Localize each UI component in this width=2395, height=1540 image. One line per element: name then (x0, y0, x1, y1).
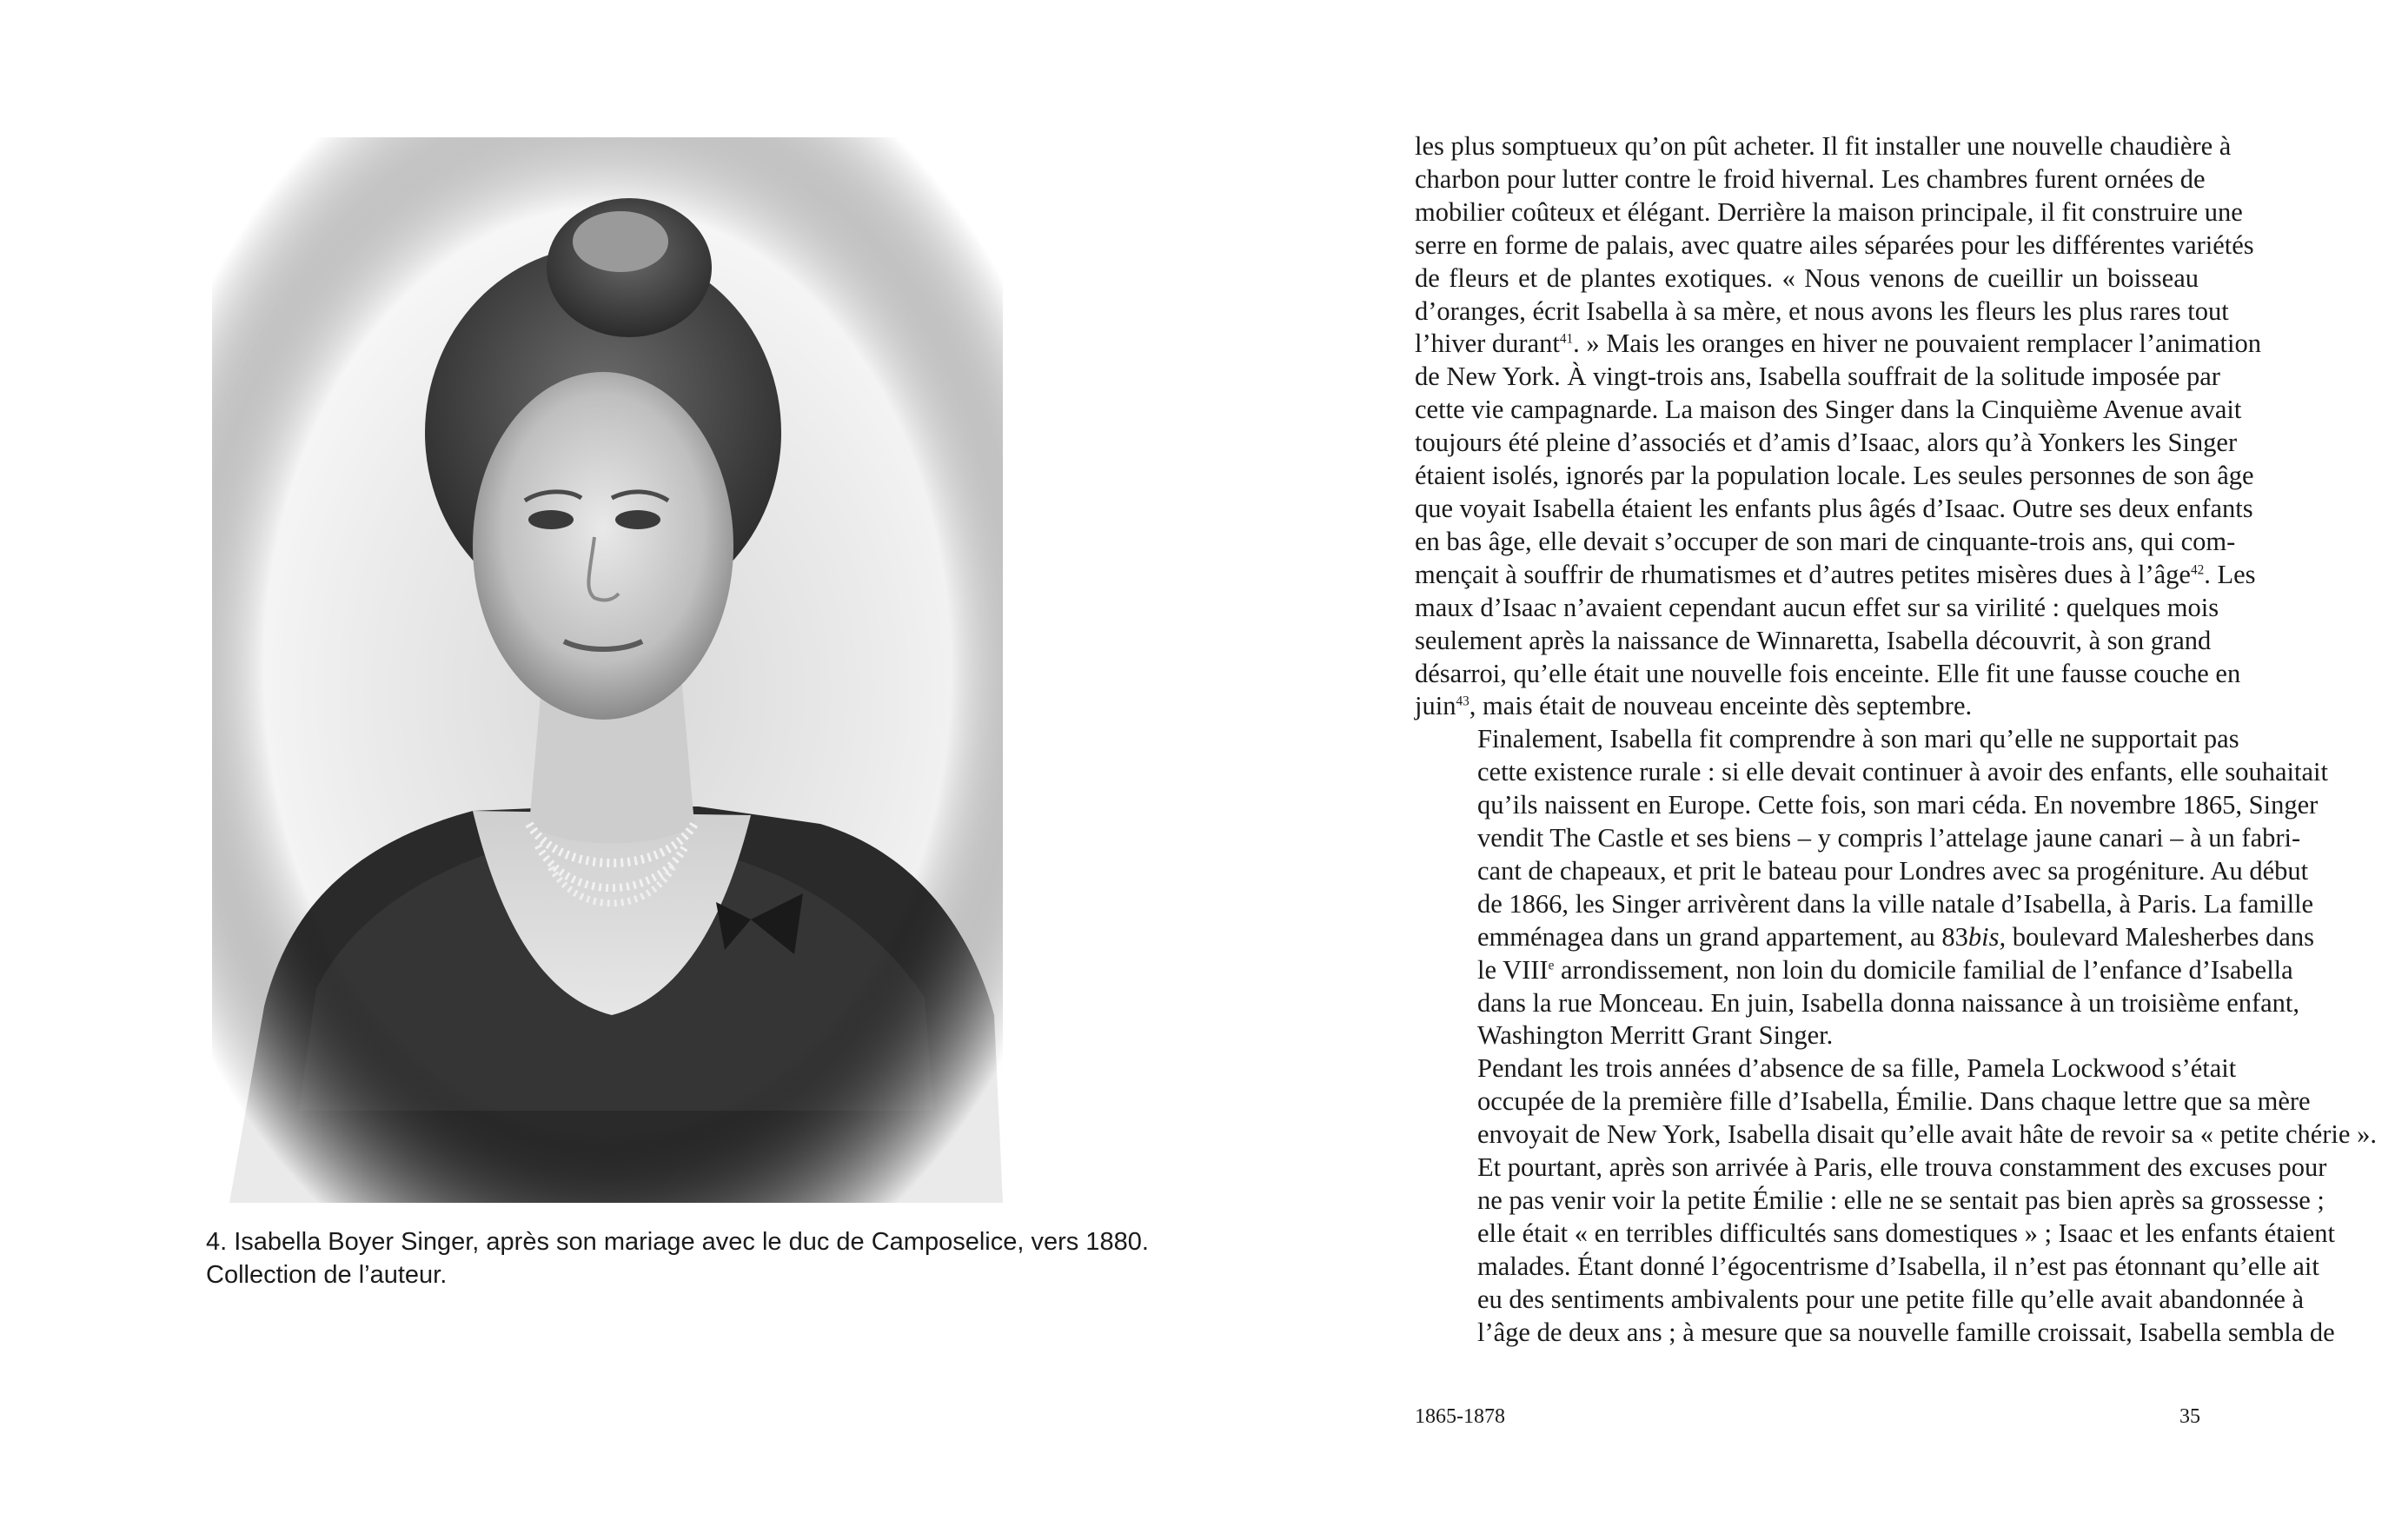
text-line: toujours été pleine d’associés et d’amis d’Isaac, alors qu’à Yonkers les Singer (1415, 428, 2238, 458)
text-line: seulement après la naissance de Winnaretta, Isabella découvrit, à son grand (1415, 625, 2212, 655)
text-line: cette vie campagnarde. La maison des Singer dans la Cinquième Avenue avait (1415, 395, 2242, 425)
text-line: elle était « en terribles difficultés sans domestiques » ; Isaac et les enfants étaient (1477, 1218, 2335, 1248)
text-line: occupée de la première fille d’Isabella, Émilie. Dans chaque lettre que sa mère (1477, 1086, 2311, 1117)
text-line: que voyait Isabella étaient les enfants plus âgés d’Isaac. Outre ses deux enfants (1415, 493, 2253, 523)
text-line: les plus somptueux qu’on pût acheter. Il fit installer une nouvelle chaudière à (1415, 131, 2232, 161)
text-line: cette existence rurale : si elle devait continuer à avoir des enfants, elle souhaitait (1477, 757, 2328, 787)
text-line (1415, 690, 2199, 723)
text-line: eu des sentiments ambivalents pour une petite fille qu’elle avait abandonnée à (1477, 1284, 2305, 1314)
portrait-photograph (212, 137, 1003, 1203)
footnote-ref: 41 (1559, 331, 1574, 347)
page-number: 35 (2179, 1405, 2200, 1428)
text-segment: boulevard Malesherbes dans (2006, 921, 2314, 952)
text-segment: . » Mais les oranges en hiver ne pouvaient remplacer l’animation (1573, 329, 2261, 359)
text-segment: arrondissement, non loin du domicile familial de l’enfance d’Isabella (1554, 954, 2293, 985)
caption-line-2: Collection de l’auteur. (206, 1261, 448, 1289)
text-segment: mençait à souffrir de rhumatismes et d’autres petites misères dues à l’âge (1415, 559, 2191, 589)
text-line: de fleurs et de plantes exotiques. « Nous venons de cueillir un boisseau (1415, 262, 2199, 293)
text-line: vendit The Castle et ses biens – y compris l’attelage jaune canari – à un fabri- (1477, 823, 2301, 853)
text-line (1415, 328, 2261, 361)
running-head-section: 1865-1878 (1415, 1405, 1505, 1428)
text-line (1415, 954, 2293, 987)
text-line: désarroi, qu’elle était une nouvelle fois enceinte. Elle fit une fausse couche en (1415, 658, 2241, 688)
superscript: e (1548, 957, 1555, 972)
footnote-ref: 43 (1456, 694, 1470, 709)
text-line (1415, 921, 2314, 954)
caption-line-1: 4. Isabella Boyer Singer, après son mariage avec le duc de Camposelice, vers 1880. (206, 1228, 1149, 1256)
text-line: de 1866, les Singer arrivèrent dans la ville natale d’Isabella, à Paris. La famille (1477, 888, 2314, 919)
text-segment: emménagea dans un grand appartement, au 83 (1477, 921, 1968, 952)
text-line: cant de chapeaux, et prit le bateau pour Londres avec sa progéniture. Au début (1477, 855, 2309, 886)
footnote-ref: 42 (2190, 562, 2205, 578)
text-segment: , mais était de nouveau enceinte dès septembre. (1469, 691, 1973, 721)
text-line: l’âge de deux ans ; à mesure que sa nouvelle famille croissait, Isabella sembla de (1477, 1317, 2335, 1347)
text-segment: l’hiver durant (1415, 329, 1560, 359)
text-line: maux d’Isaac n’avaient cependant aucun effet sur sa virilité : quelques mois (1415, 592, 2219, 622)
right-page (1198, 0, 2395, 1540)
text-line: Pendant les trois années d’absence de sa fille, Pamela Lockwood s’était (1477, 1053, 2237, 1084)
text-line: mobilier coûteux et élégant. Derrière la maison principale, il fit construire une (1415, 196, 2243, 227)
body-text (1415, 130, 2377, 1350)
text-line: charbon pour lutter contre le froid hivernal. Les chambres furent ornées de (1415, 163, 2206, 194)
paragraph-2 (1415, 723, 2328, 1052)
figure-caption (206, 1225, 1149, 1291)
text-line: étaient isolés, ignorés par la population locale. Les seules personnes de son âge (1415, 461, 2254, 491)
portrait-image (212, 137, 1003, 1203)
text-line: en bas âge, elle devait s’occuper de son mari de cinquante-trois ans, qui com- (1415, 526, 2236, 556)
text-line: malades. Étant donné l’égocentrisme d’Isabella, il n’est pas étonnant qu’elle ait (1477, 1251, 2319, 1281)
paragraph-3 (1415, 1052, 2377, 1349)
paragraph-1 (1415, 130, 2261, 723)
text-line: qu’ils naissent en Europe. Cette fois, son mari céda. En novembre 1865, Singer (1477, 790, 2319, 820)
text-line (1415, 559, 2256, 592)
text-line: ne pas venir voir la petite Émilie : elle ne se sentait pas bien après sa grossesse ; (1477, 1185, 2325, 1215)
text-segment: le VIII (1477, 954, 1549, 985)
text-line: Finalement, Isabella fit comprendre à son mari qu’elle ne supportait pas (1477, 724, 2239, 754)
text-line: Et pourtant, après son arrivée à Paris, elle trouva constamment des excuses pour (1477, 1152, 2327, 1183)
text-line: envoyait de New York, Isabella disait qu’elle avait hâte de revoir sa « petite chérie ». (1477, 1119, 2377, 1150)
text-segment: . Les (2204, 559, 2256, 589)
text-line: serre en forme de palais, avec quatre ailes séparées pour les différentes variétés (1415, 229, 2254, 260)
text-segment: juin (1415, 691, 1456, 721)
italic-text: bis, (1967, 921, 2007, 952)
text-line: d’oranges, écrit Isabella à sa mère, et nous avons les fleurs les plus rares tout (1415, 295, 2229, 326)
text-line: de New York. À vingt-trois ans, Isabella souffrait de la solitude imposée par (1415, 362, 2220, 392)
text-line: Washington Merritt Grant Singer. (1477, 1020, 1834, 1051)
text-line: dans la rue Monceau. En juin, Isabella donna naissance à un troisième enfant, (1477, 987, 2300, 1018)
